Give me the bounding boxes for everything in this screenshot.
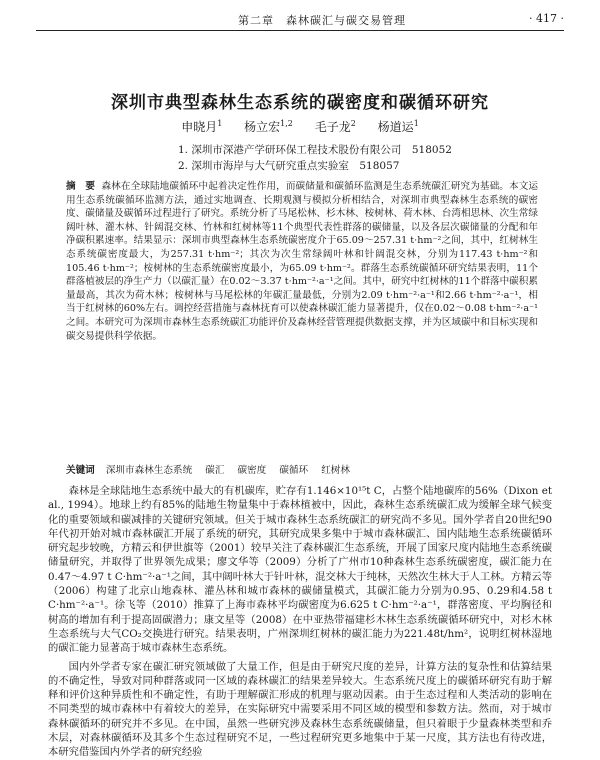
author: 杨立宏$^{1,2}$ [244, 119, 293, 134]
chapter-title: 第二章 森林碳汇与碳交易管理 [238, 14, 406, 27]
keyword: 红树林 [321, 465, 350, 476]
affiliation: 2. 深圳市海岸与大气研究重点实验室 518057 [178, 160, 400, 172]
keyword: 碳密度 [237, 465, 267, 476]
paragraph: 森林是全球陆地生态系统中最大的有机碳库，贮存有1.146×10¹⁵t C，占整个陆地碳库的56%（Dixon et al., 1994）。地球上约有85%的陆地生物量集中于森林植被中，因此，森林生态系统碳汇成为缓解全球气候变化的重要领域和碳减排的关键研究领域。但关于城市森林生态系统碳汇的研究尚不多见。国外学者自20世纪90年代初开始对城市森林碳汇开展了系统的研究，其研究成果多集中于城市森林碳汇、国内陆地生态系统碳循环研究起步较晚，方精云和伊世旗等（2001）较早关注了森林碳汇生态系统，开展了国家尺度内陆地生态系统碳储量研究，并取得了世界领先成果；廖文华等（2009）分析了广州市10种森林生态系统碳密度，碳汇能力在0.47～4.97 t C·hm⁻²·a⁻¹之间，其中阔叶林大于针叶林，混交林大于纯林，天然次生林大于人工林。方精云等（2006）构建了北京山地森林、灌丛林和城市森林的碳储量模式，其碳汇能力分别为0.95、0.29和4.58 t C·hm⁻²·a⁻¹。徐飞等（2010）推算了上海市森林平均碳密度为6.625 t C·hm⁻²·a⁻¹，群落密度、平均胸径和树高的增加有利于提高固碳潜力；康文星等（2008）在中亚热带福建杉木林生态系统碳循环研究中，对杉木林生态系统与大气CO₂交换进行研究。结果表明，广州深圳红树林的碳汇能力为221.48t/hm²，说明红树林湿地的碳汇能力显著高于城市森林生态系统。 [48, 485, 552, 655]
affiliation: 1. 深圳市深港产学研环保工程技术股份有限公司 518052 [178, 144, 452, 156]
author: 毛子龙$^2$ [314, 119, 356, 134]
author-list [0, 118, 600, 135]
paragraph: 国内外学者专家在碳汇研究领域做了大量工作，但是由于研究尺度的差异，计算方法的复杂性和估算结果的不确定性，导致对同种群落或同一区域的森林碳汇的结果差异较大。生态系统尺度上的碳循环研究有助于解释和评价这种异质性和不确定性，有助于理解碳汇形成的机理与驱动因素。由于生态过程和人类活动的影响在不同类型的城市森林中有着较大的差异，在实际研究中需要采用不同区域的模型和参数方法。然而，对于城市森林碳循环的研究并不多见。在中国，虽然一些研究涉及森林生态系统碳储量，但只着眼于少量森林类型和乔木层，对森林碳循环及其多个生态过程研究不足，一些过程研究更多地集中于某一尺度，其方法也有待改进，本研究借鉴国内外学者的研究经验 [48, 660, 552, 759]
author: 申晓月$^1$ [181, 119, 223, 134]
running-header [36, 10, 564, 31]
abstract-label: 摘 要 [66, 181, 96, 192]
abstract-text: 森林在全球陆地碳循环中起着决定性作用，而碳储量和碳循环监测是生态系统碳汇研究为基础。本文运用生态系统碳循环监测方法，通过实地调查、长期观测与模拟分析相结合，对深圳市典型森林生态系统的碳密度、碳储量及碳循环过程进行了研究。系统分析了马尾松林、杉木林、桉树林、荷木林、台湾相思林、次生常绿阔叶林、灌木林、针阔混交林、竹林和红树林等11个典型代表性群落的碳储量，以及各层次碳储量的分配和年净碳积累速率。结果显示：深圳市典型森林生态系统碳密度介于65.09～257.31 t·hm⁻²之间，其中，红树林生态系统碳密度最大，为257.31 t·hm⁻²；其次为次生常绿阔叶林和针阔混交林，分别为117.43 t·hm⁻²和105.46 t·hm⁻²；桉树林的生态系统碳密度最小，为65.09 t·hm⁻²。群落生态系统碳循环研究结果表明，11个群落植被层的净生产力（以碳汇量）在0.02～3.37 t·hm⁻²·a⁻¹之间。其中，研究中红树林的11个群落中碳积累量最高，其次为荷木林；桉树林与马尾松林的年碳汇量最低，分别为2.09 t·hm⁻²·a⁻¹和2.66 t·hm⁻²·a⁻¹，相当于红树林的60%左右。调控经营措施与森林抚育可以使森林碳汇能力显著提升，仅在0.02～0.08 t·hm⁻²·a⁻¹之间。本研究可为深圳市森林生态系统碳汇功能评价及森林经营管理提供数据支撑，并为区域碳中和目标实现和碳交易提供科学依据。 [66, 181, 539, 342]
abstract [66, 180, 538, 343]
author: 杨道运$^1$ [377, 119, 419, 134]
keyword: 碳循环 [279, 465, 309, 476]
page-number: · 417 · [529, 12, 564, 25]
keyword: 深圳市森林生态系统 [105, 465, 193, 476]
paper-title: 深圳市典型森林生态系统的碳密度和碳循环研究 [111, 93, 489, 113]
keywords-label: 关键词 [66, 465, 95, 476]
keyword: 碳汇 [205, 465, 225, 476]
keywords [66, 462, 538, 476]
body-text [48, 484, 552, 760]
